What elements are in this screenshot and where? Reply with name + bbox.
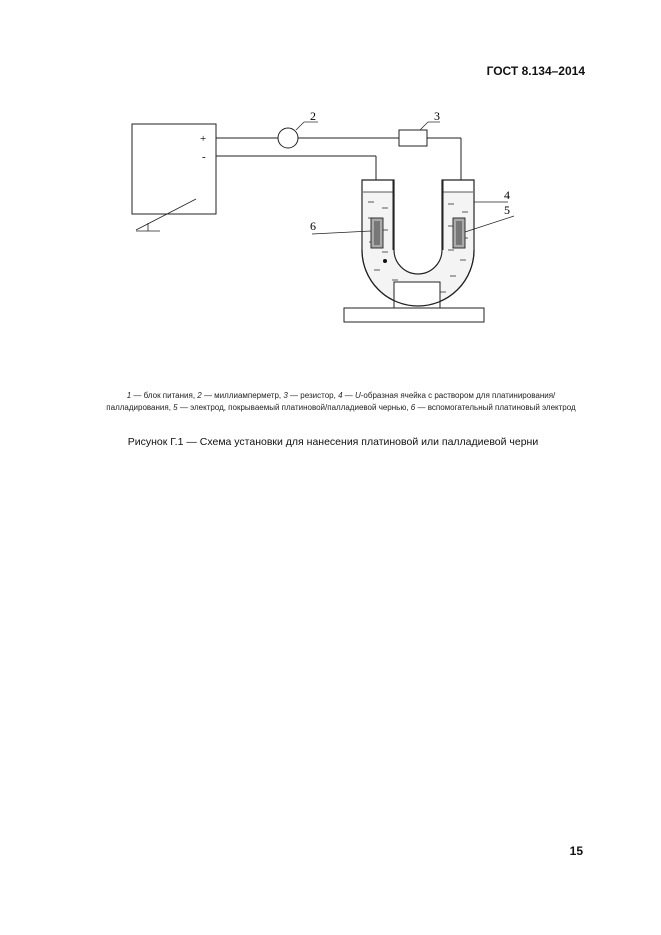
- coated-electrode-core: [456, 221, 462, 245]
- legend-num-6: 6: [410, 403, 416, 412]
- minus-terminal-label: -: [202, 151, 206, 163]
- stand-base: [344, 308, 484, 322]
- legend-num-1: 1: [126, 391, 132, 400]
- legend-text-3: — резистор,: [287, 391, 339, 400]
- legend-text-6: — вспомогательный платиновый электрод: [415, 403, 576, 412]
- milliammeter: [278, 128, 298, 148]
- figure-caption: Рисунок Г.1 — Схема установки для нанесения платиновой или палладиевой черни: [127, 436, 539, 448]
- legend-text-5: — электрод, покрываемый платиновой/палладиевой чернью,: [177, 403, 411, 412]
- document-code: ГОСТ 8.134–2014: [486, 64, 585, 78]
- legend-num-2: 2: [197, 391, 202, 400]
- label-6: 6: [310, 219, 316, 233]
- plus-terminal-label: +: [200, 133, 207, 145]
- label-4: 4: [504, 188, 510, 202]
- figure-legend: [96, 390, 586, 414]
- leader-3: [420, 122, 428, 130]
- legend-text-4: —: [342, 391, 355, 400]
- resistor: [399, 130, 427, 146]
- label-5: 5: [504, 203, 510, 217]
- label-3: 3: [434, 109, 440, 123]
- legend-text-u: -образная ячейка с раствором для платинирования/палладирования,: [106, 391, 556, 412]
- label-2: 2: [310, 109, 316, 123]
- leader-2: [296, 122, 304, 130]
- auxiliary-electrode-core: [374, 221, 380, 245]
- page-number: 15: [569, 844, 583, 858]
- gas-bubble: [383, 259, 387, 263]
- legend-u-letter: U: [354, 391, 361, 400]
- legend-num-4: 4: [338, 391, 343, 400]
- legend-text-2: — миллиамперметр,: [201, 391, 284, 400]
- legend-num-5: 5: [173, 403, 178, 412]
- legend-num-3: 3: [283, 391, 288, 400]
- setup-diagram: [120, 100, 510, 340]
- legend-text-1: — блок питания,: [131, 391, 198, 400]
